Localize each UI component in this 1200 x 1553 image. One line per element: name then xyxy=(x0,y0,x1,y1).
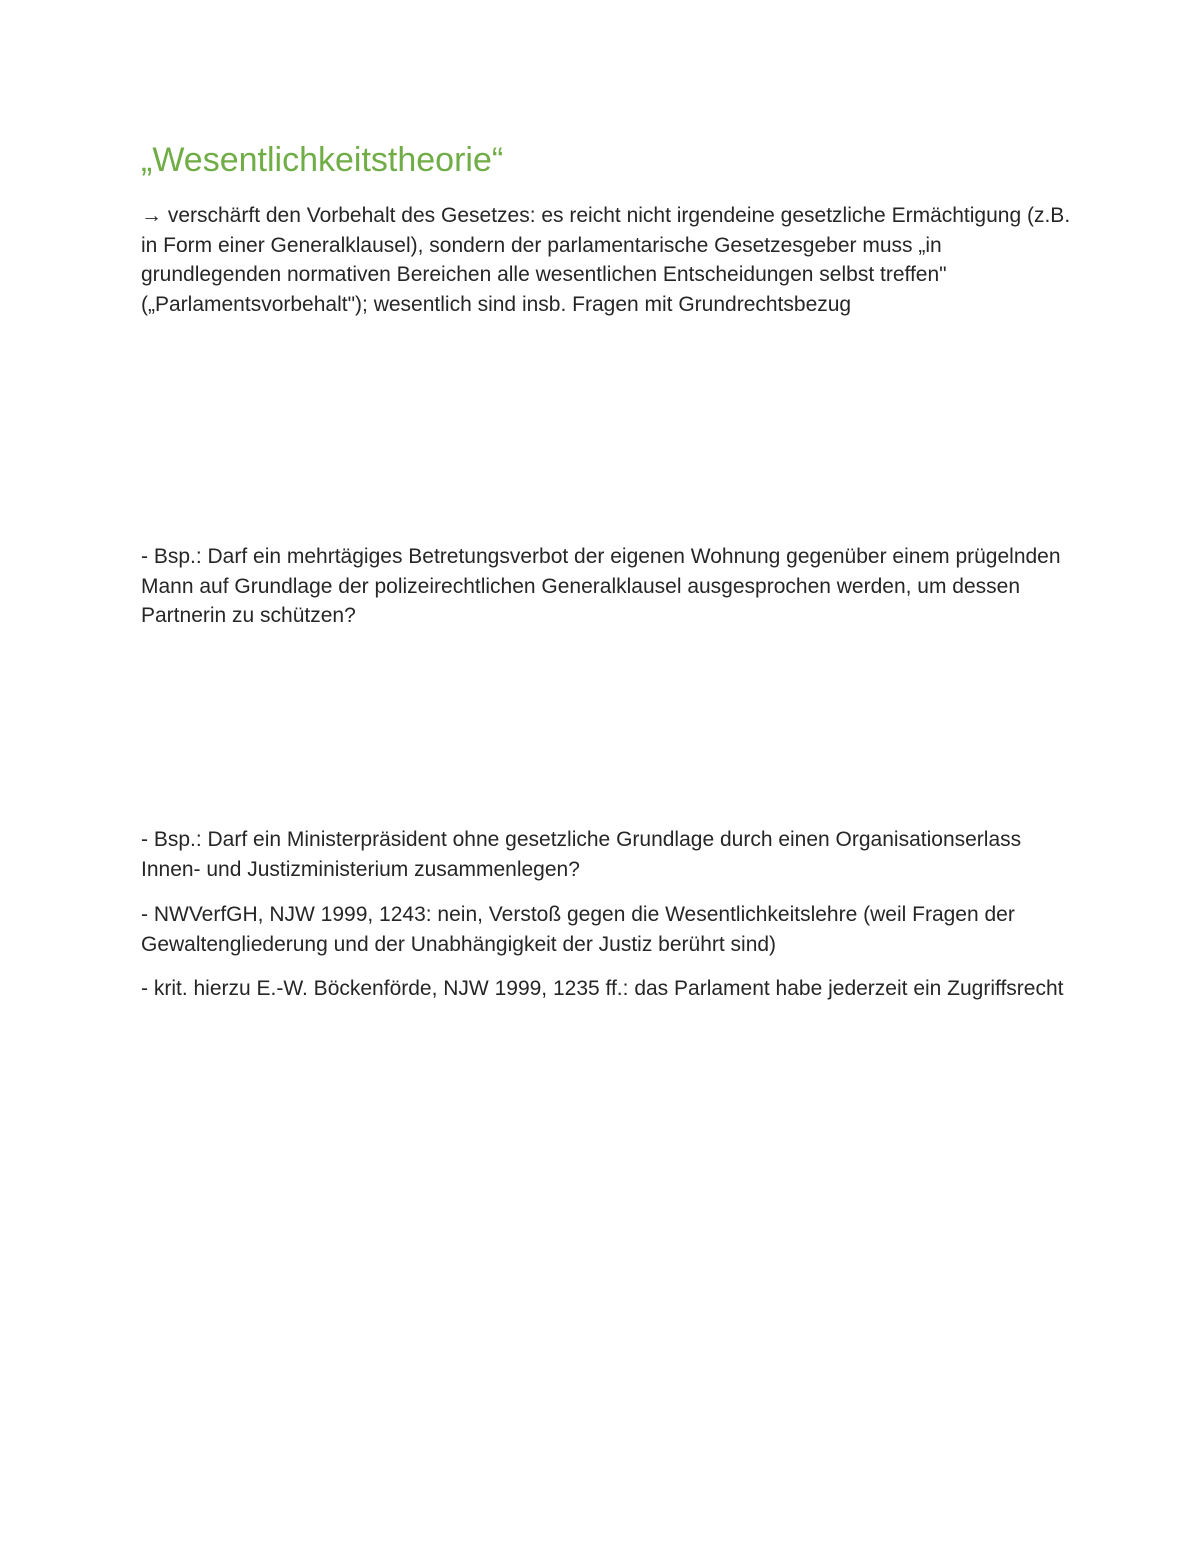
paragraph-example-betretungsverbot: - Bsp.: Darf ein mehrtägiges Betretungsverbot der eigenen Wohnung gegenüber einem prügelnden Mann auf Grundlage der polizeirechtlichen Generalklausel ausgesprochen werden, um dessen Partnerin zu schützen? xyxy=(141,545,1061,627)
paragraph-nwverfgh-ruling: - NWVerfGH, NJW 1999, 1243: nein, Verstoß gegen die Wesentlichkeitslehre (weil Fragen der Gewaltengliederung und der Unabhängigkeit der Justiz berührt sind) xyxy=(141,903,1015,956)
document-title: „Wesentlichkeitstheorie“ xyxy=(141,141,504,179)
paragraph-critique-boeckenfoerde: - krit. hierzu E.-W. Böckenförde, NJW 1999, 1235 ff.: das Parlament habe jederzeit ein Zugriffsrecht xyxy=(141,977,1064,1000)
paragraph-definition: → verschärft den Vorbehalt des Gesetzes: es reicht nicht irgendeine gesetzliche Ermächtigung (z.B. in Form einer Generalklausel), sondern der parlamentarische Gesetzesgeber muss „in grundlegenden normativen Bereichen alle wesentlichen Entscheidungen selbst treffen" („Parlamentsvorbehalt"); wesentlich sind insb. Fragen mit Grundrechtsbezug xyxy=(141,204,1071,316)
paragraph-example-ministerpraesident: - Bsp.: Darf ein Ministerpräsident ohne gesetzliche Grundlage durch einen Organisationserlass Innen- und Justizministerium zusammenlegen? xyxy=(141,828,1022,881)
